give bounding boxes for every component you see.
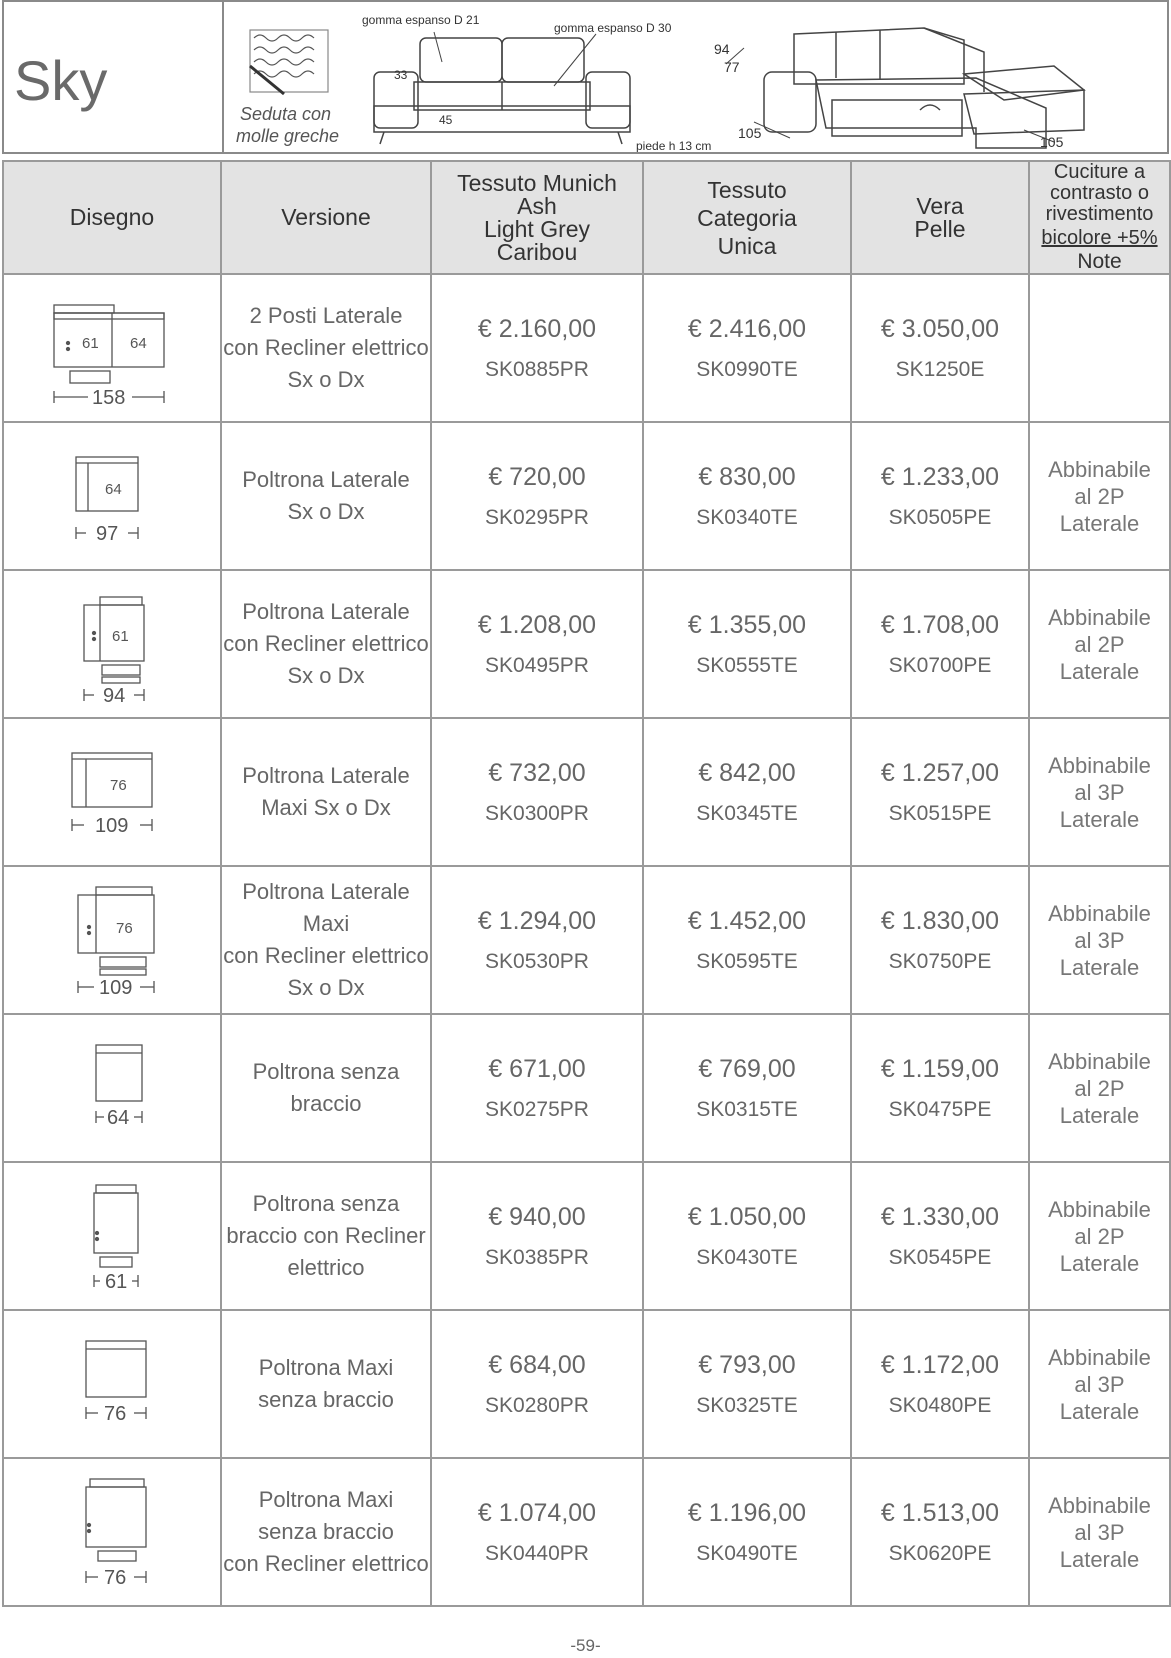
price-categoria-cell [643,1458,851,1606]
code-munich: SK0885PR [485,357,589,381]
dim-seat-1: 76 [116,920,133,937]
price-pelle: € 1.330,00 [880,1202,1000,1231]
table-row [3,1014,1170,1162]
code-categoria: SK0430TE [696,1245,798,1269]
version-cell: Poltrona Laterale Maxi con Recliner elettrico Sx o Dx [221,866,431,1014]
corner-sofa-icon [764,28,1084,148]
version-cell: Poltrona Laterale Sx o Dx [221,422,431,570]
price-munich-cell [431,866,643,1014]
version-cell: Poltrona senza braccio con Recliner elettrico [221,1162,431,1310]
price-pelle-cell [851,1014,1029,1162]
code-categoria: SK0990TE [696,357,798,381]
version-cell: Poltrona Maxi senza braccio [221,1310,431,1458]
price-categoria-cell [643,718,851,866]
armchair-lateral-recliner-icon [4,571,218,717]
table-row [3,1458,1170,1606]
price-munich-cell [431,718,643,866]
price-munich-cell [431,1162,643,1310]
price-table [2,160,1171,1607]
code-munich: SK0530PR [485,949,589,973]
price-pelle: € 1.257,00 [880,758,1000,787]
spring-icon [250,30,328,94]
table-row [3,1162,1170,1310]
version-cell: Poltrona senza braccio [221,1014,431,1162]
price-munich-cell [431,570,643,718]
dim-width: 109 [95,815,129,837]
dim-seat-1: 61 [112,628,129,645]
version-cell: Poltrona Laterale con Recliner elettrico Sx o Dx [221,570,431,718]
price-pelle-cell [851,1162,1029,1310]
armchair-lateral-maxi-icon [4,719,218,865]
dim-105b-label: 105 [1040,134,1064,150]
diagram-cell [3,1162,221,1310]
price-pelle-cell [851,570,1029,718]
note-cell: Abbinabile al 3P Laterale [1029,866,1170,1014]
price-pelle: € 1.172,00 [880,1350,1000,1379]
note-header-4: bicolore +5% [1041,227,1158,249]
armchair-lateral-maxi-recliner-icon [4,867,218,1013]
price-munich-cell [431,422,643,570]
code-pelle: SK0480PE [888,1393,992,1417]
price-categoria-cell [643,422,851,570]
col-pelle [851,161,1029,274]
price-categoria-cell [643,274,851,422]
code-munich: SK0295PR [485,505,589,529]
dim-width: 76 [104,1567,127,1589]
note-cell: Abbinabile al 2P Laterale [1029,1014,1170,1162]
front-sofa-icon [374,38,630,144]
price-munich-cell [431,1458,643,1606]
price-pelle-cell [851,1310,1029,1458]
price-categoria-cell [643,1162,851,1310]
note-cell: Abbinabile al 3P Laterale [1029,1310,1170,1458]
price-categoria: € 842,00 [698,758,796,787]
foam-d21-label: gomma espanso D 21 [362,13,480,27]
table-row [3,570,1170,718]
note-cell: Abbinabile al 2P Laterale [1029,422,1170,570]
armless-chair-recliner-icon [4,1163,218,1309]
foam-d30-label: gomma espanso D 30 [554,21,672,35]
diagram-cell [3,274,221,422]
price-pelle-cell [851,274,1029,422]
note-header-2: contrasto o [1050,182,1149,204]
price-munich-cell [431,274,643,422]
price-categoria: € 793,00 [698,1350,796,1379]
version-cell: 2 Posti Laterale con Recliner elettrico Sx o Dx [221,274,431,422]
dim-width: 109 [99,977,133,999]
dim-width: 76 [104,1403,127,1425]
price-munich: € 671,00 [488,1054,586,1083]
note-header-1: Cuciture a [1053,161,1146,183]
dim-seat-2: 64 [130,335,147,352]
dim-105a-label: 105 [738,125,762,141]
price-munich: € 684,00 [488,1350,586,1379]
price-pelle: € 1.513,00 [880,1498,1000,1527]
dim-width: 61 [105,1271,128,1293]
table-header-row [3,161,1170,274]
version-cell: Poltrona Laterale Maxi Sx o Dx [221,718,431,866]
note-cell: Abbinabile al 2P Laterale [1029,570,1170,718]
code-categoria: SK0595TE [696,949,798,973]
seat-label-2: molle greche [236,126,340,146]
armless-maxi-recliner-icon [4,1459,218,1605]
table-row [3,274,1170,422]
col-note [1029,161,1170,274]
code-categoria: SK0490TE [696,1541,798,1565]
price-munich: € 1.208,00 [477,610,597,639]
price-categoria: € 2.416,00 [687,314,807,343]
note-cell [1029,274,1170,422]
code-munich: SK0300PR [485,801,589,825]
code-categoria: SK0325TE [696,1393,798,1417]
price-munich: € 732,00 [488,758,586,787]
price-munich: € 2.160,00 [477,314,597,343]
price-munich: € 1.294,00 [477,906,597,935]
brand-cell [4,2,224,152]
price-pelle-cell [851,1458,1029,1606]
price-categoria: € 1.196,00 [687,1498,807,1527]
code-munich: SK0495PR [485,653,589,677]
diagram-cell [3,1014,221,1162]
price-categoria: € 1.452,00 [687,906,807,935]
price-categoria: € 1.355,00 [687,610,807,639]
diagram-cell [3,570,221,718]
sofa-illustration [224,2,1167,152]
armchair-lateral-icon [4,423,218,569]
diagram-cell [3,1458,221,1606]
code-categoria: SK0555TE [696,653,798,677]
price-munich: € 720,00 [488,462,586,491]
dim-33-label: 33 [394,68,408,82]
diagram-cell [3,718,221,866]
price-categoria-cell [643,866,851,1014]
foot-label: piede h 13 cm [636,139,712,152]
dim-seat-1: 61 [82,335,99,352]
dim-width: 97 [96,523,119,545]
dim-seat-1: 64 [105,481,122,498]
price-pelle-cell [851,422,1029,570]
code-pelle: SK1250E [895,357,985,381]
code-munich: SK0275PR [485,1097,589,1121]
dim-width: 94 [103,685,126,707]
code-munich: SK0385PR [485,1245,589,1269]
col-disegno: Disegno [3,161,221,274]
armless-chair-icon [4,1015,218,1161]
col-categoria [643,161,851,274]
armless-maxi-chair-icon [4,1311,218,1457]
code-munich: SK0280PR [485,1393,589,1417]
code-categoria: SK0340TE [696,505,798,529]
table-row [3,1310,1170,1458]
code-pelle: SK0545PE [888,1245,992,1269]
col-munich-text: Tessuto Munich Ash Light Grey Caribou [457,169,617,265]
code-pelle: SK0475PE [888,1097,992,1121]
price-munich: € 1.074,00 [477,1498,597,1527]
table-row [3,866,1170,1014]
price-pelle: € 3.050,00 [880,314,1000,343]
table-row [3,422,1170,570]
note-header-5: Note [1077,250,1122,273]
price-categoria: € 1.050,00 [687,1202,807,1231]
price-pelle: € 1.708,00 [880,610,1000,639]
note-cell: Abbinabile al 2P Laterale [1029,1162,1170,1310]
price-categoria: € 769,00 [698,1054,796,1083]
price-pelle-cell [851,718,1029,866]
header-band [2,0,1169,154]
code-pelle: SK0505PE [888,505,992,529]
code-categoria: SK0345TE [696,801,798,825]
price-categoria-cell [643,1310,851,1458]
seat-label-1: Seduta con [240,104,332,124]
code-pelle: SK0515PE [888,801,992,825]
note-cell: Abbinabile al 3P Laterale [1029,1458,1170,1606]
code-categoria: SK0315TE [696,1097,798,1121]
price-pelle: € 1.159,00 [880,1054,1000,1083]
sofa-drawing-icon [224,2,1171,152]
note-header-3: rivestimento [1045,203,1154,225]
price-categoria-cell [643,570,851,718]
dim-45-label: 45 [439,113,453,127]
col-categoria-text: Tessuto Categoria Unica [697,176,797,259]
price-pelle: € 1.233,00 [880,462,1000,491]
price-munich: € 940,00 [488,1202,586,1231]
code-pelle: SK0620PE [888,1541,992,1565]
dim-77-label: 77 [724,59,740,75]
diagram-cell [3,866,221,1014]
col-versione: Versione [221,161,431,274]
brand-title: Sky [14,49,108,112]
sofa-2-seat-recliner-icon [4,275,218,421]
code-munich: SK0440PR [485,1541,589,1565]
dim-width: 158 [92,387,126,409]
price-categoria-cell [643,1014,851,1162]
code-pelle: SK0700PE [888,653,992,677]
price-pelle: € 1.830,00 [880,906,1000,935]
price-munich-cell [431,1310,643,1458]
price-munich-cell [431,1014,643,1162]
price-categoria: € 830,00 [698,462,796,491]
page-number: -59- [570,1636,601,1655]
dim-width: 64 [107,1107,130,1129]
version-cell: Poltrona Maxi senza braccio con Recliner elettrico [221,1458,431,1606]
col-munich [431,161,643,274]
dim-seat-1: 76 [110,777,127,794]
diagram-cell [3,422,221,570]
code-pelle: SK0750PE [888,949,992,973]
diagram-cell [3,1310,221,1458]
dim-94-label: 94 [714,41,730,57]
price-pelle-cell [851,866,1029,1014]
note-cell: Abbinabile al 3P Laterale [1029,718,1170,866]
table-row [3,718,1170,866]
col-pelle-text: Vera Pelle [914,192,966,242]
